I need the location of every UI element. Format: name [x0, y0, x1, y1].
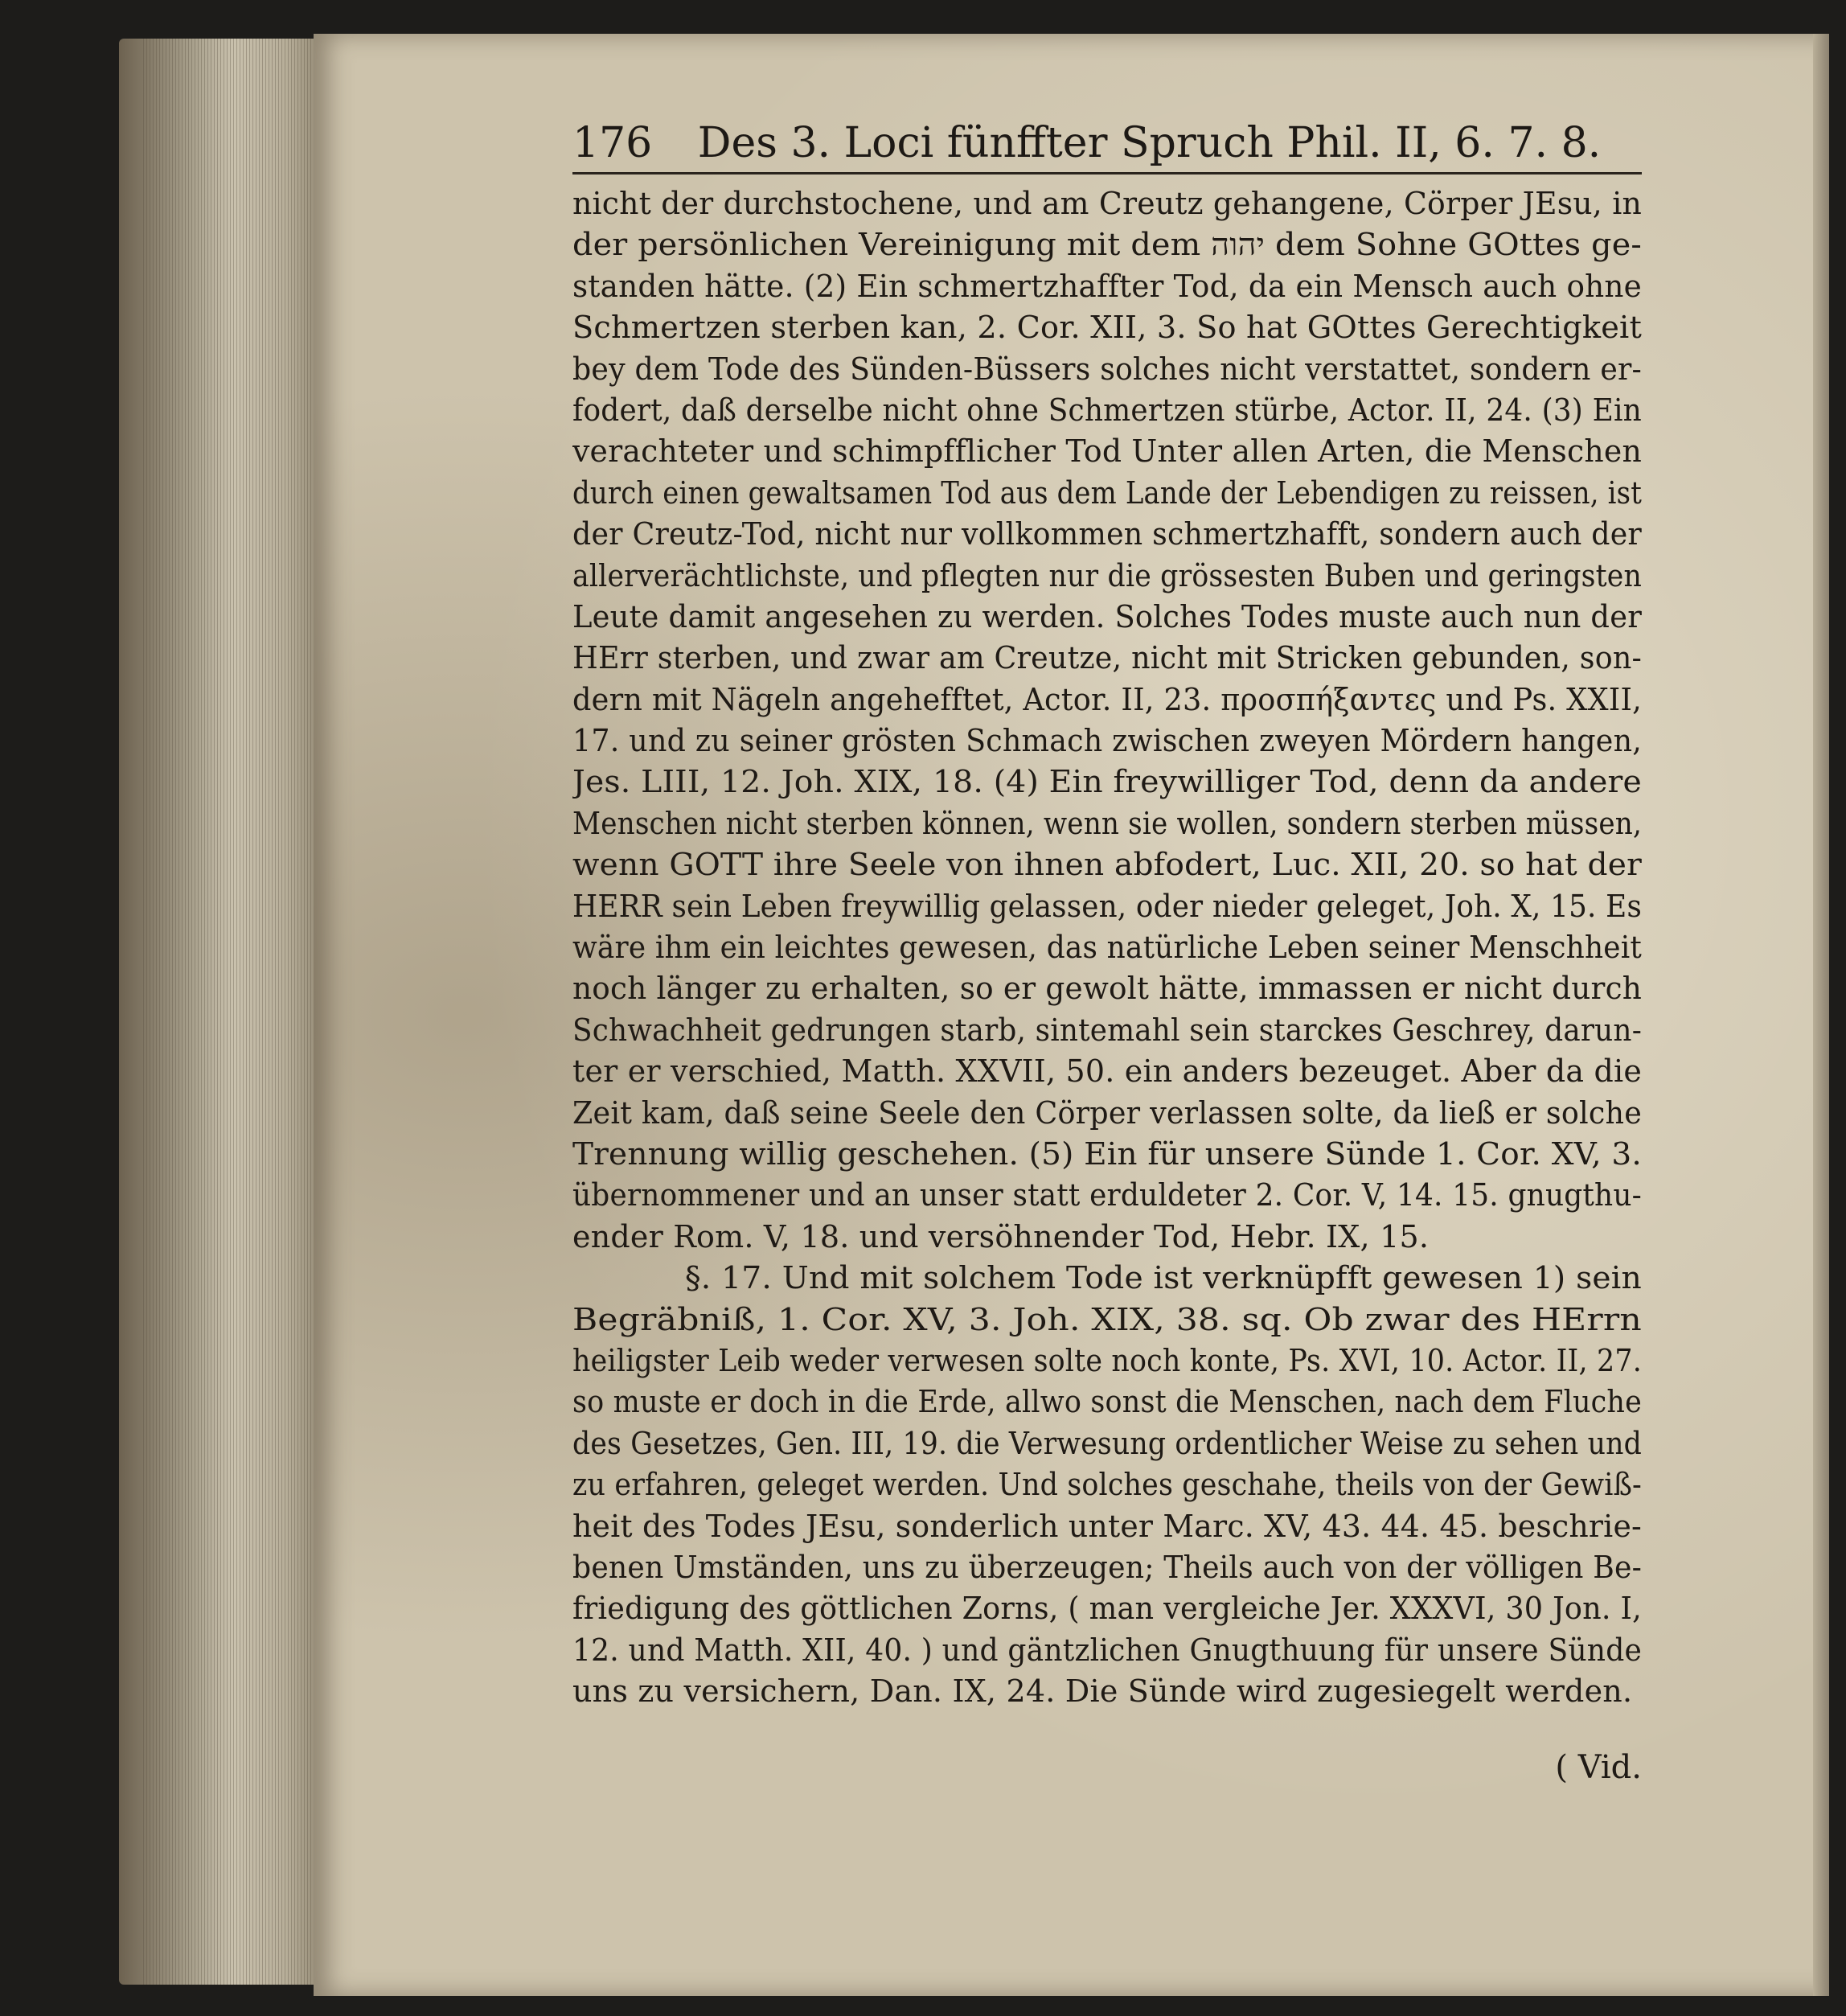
section-start-line: §. 17. Und mit solchem Tode ist verknüpfft gewesen 1) sein — [685, 1260, 1642, 1296]
catchword: ( Vid. — [1555, 1749, 1642, 1786]
text-line: benen Umständen, uns zu überzeugen; Theils auch von der völligen Be- — [572, 1549, 1642, 1585]
text-line: übernommener und an unser statt erduldeter 2. Cor. V, 14. 15. gnugthu- — [572, 1177, 1642, 1213]
text-line: ter er verschied, Matth. XXVII, 50. ein anders bezeuget. Aber da die — [572, 1053, 1642, 1090]
text-line: des Gesetzes, Gen. III, 19. die Verwesung ordentlicher Weise zu sehen und — [572, 1425, 1642, 1461]
text-line: fodert, daß derselbe nicht ohne Schmertzen stürbe, Actor. II, 24. (3) Ein — [572, 392, 1642, 428]
text-line: verachteter und schimpfflicher Tod Unter allen Arten, die Menschen — [572, 433, 1642, 470]
text-line: bey dem Tode des Sünden-Büssers solches nicht verstattet, sondern er- — [572, 351, 1642, 387]
text-line: Jes. LIII, 12. Joh. XIX, 18. (4) Ein freywilliger Tod, denn da andere — [572, 764, 1642, 800]
text-line: Leute damit angesehen zu werden. Solches Todes muste auch nun der — [572, 598, 1642, 634]
text-line: der persönlichen Vereinigung mit dem יהוה dem Sohne GOttes ge- — [572, 227, 1642, 263]
body-text — [572, 183, 1642, 1712]
text-line: Schwachheit gedrungen starb, sintemahl sein starckes Geschrey, darun- — [572, 1012, 1642, 1048]
text-line: allerverächtlichste, und pflegten nur die grössesten Buben und geringsten — [572, 557, 1642, 593]
text-line: nicht der durchstochene, und am Creutz gehangene, Cörper JEsu, in — [572, 186, 1642, 221]
head-rule — [572, 172, 1642, 175]
text-line: friedigung des göttlichen Zorns, ( man vergleiche Jer. XXXVI, 30 Jon. I, — [572, 1591, 1642, 1627]
text-line: HERR sein Leben freywillig gelassen, oder nieder geleget, Joh. X, 15. Es — [572, 888, 1642, 924]
page-number: 176 — [572, 119, 653, 167]
text-line: heit des Todes JEsu, sonderlich unter Marc. XV, 43. 44. 45. beschrie- — [572, 1508, 1642, 1544]
text-line: zu erfahren, geleget werden. Und solches geschahe, theils von der Gewiß- — [572, 1467, 1642, 1503]
text-line: ender Rom. V, 18. und versöhnender Tod, Hebr. IX, 15. — [572, 1218, 1430, 1254]
text-line: heiligster Leib weder verwesen solte noch konte, Ps. XVI, 10. Actor. II, 27. — [572, 1342, 1642, 1378]
text-line: dern mit Nägeln angehefftet, Actor. II, 23. προσπήξαντες und Ps. XXII, — [572, 681, 1642, 717]
text-line: der Creutz-Tod, nicht nur vollkommen schmertzhafft, sondern auch der — [572, 516, 1642, 552]
text-line: HErr sterben, und zwar am Creutze, nicht mit Stricken gebunden, son- — [572, 640, 1642, 676]
text-line: wenn GOTT ihre Seele von ihnen abfodert, Luc. XII, 20. so hat der — [572, 847, 1642, 883]
text-line: 17. und zu seiner grösten Schmach zwischen zweyen Mördern hangen, — [572, 723, 1642, 759]
book-fore-edge — [119, 39, 328, 1985]
running-head — [572, 119, 1642, 175]
text-line: Begräbniß, 1. Cor. XV, 3. Joh. XIX, 38. sq. Ob zwar des HErrn — [572, 1301, 1642, 1337]
text-line: Menschen nicht sterben können, wenn sie wollen, sondern sterben müssen, — [572, 805, 1642, 841]
text-line: Trennung willig geschehen. (5) Ein für unsere Sünde 1. Cor. XV, 3. — [572, 1135, 1642, 1172]
text-line: uns zu versichern, Dan. IX, 24. Die Sünde wird zugesiegelt werden. — [572, 1673, 1633, 1710]
text-line: Schmertzen sterben kan, 2. Cor. XII, 3. So hat GOttes Gerechtigkeit — [572, 310, 1642, 346]
page-right-edge — [1813, 34, 1829, 1996]
text-line: so muste er doch in die Erde, allwo sonst die Menschen, nach dem Fluche — [572, 1384, 1642, 1420]
text-line: wäre ihm ein leichtes gewesen, das natürliche Leben seiner Menschheit — [572, 930, 1642, 966]
text-line: durch einen gewaltsamen Tod aus dem Lande der Lebendigen zu reissen, ist — [572, 474, 1642, 511]
text-line: standen hätte. (2) Ein schmertzhaffter Tod, da ein Mensch auch ohne — [572, 268, 1642, 304]
text-line: Zeit kam, daß seine Seele den Cörper verlassen solte, da ließ er solche — [572, 1094, 1642, 1131]
text-line: noch länger zu erhalten, so er gewolt hätte, immassen er nicht durch — [572, 971, 1642, 1007]
text-line: 12. und Matth. XII, 40. ) und gäntzlichen Gnugthuung für unsere Sünde — [572, 1632, 1642, 1668]
running-head-title: Des 3. Loci fünffter Spruch Phil. II, 6. 7. 8. — [697, 119, 1602, 167]
